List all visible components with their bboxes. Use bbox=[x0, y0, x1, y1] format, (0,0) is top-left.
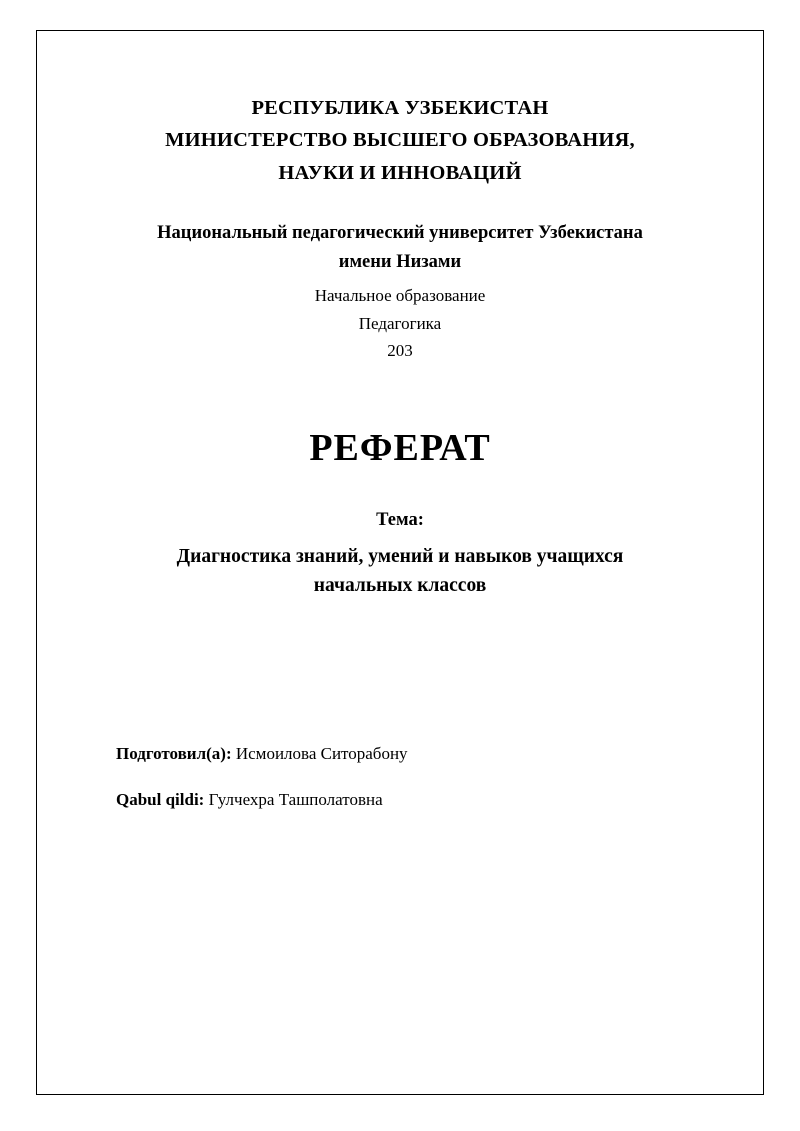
organization-line-2: МИНИСТЕРСТВО ВЫСШЕГО ОБРАЗОВАНИЯ, bbox=[165, 129, 635, 152]
credit-row-reviewer bbox=[116, 788, 676, 812]
organization-line-1: РЕСПУБЛИКА УЗБЕКИСТАН bbox=[251, 97, 549, 119]
credits-block bbox=[116, 742, 676, 834]
academic-details bbox=[80, 282, 720, 364]
department-name: Педагогика bbox=[358, 313, 442, 333]
topic-line-1: Диагностика знаний, умений и навыков учащихся bbox=[176, 546, 624, 568]
credit-row-author bbox=[116, 742, 676, 766]
topic-title bbox=[80, 542, 720, 601]
author-label: Подготовил(а): bbox=[116, 744, 232, 763]
reviewer-name: Гулчехра Ташполатовна bbox=[208, 789, 383, 809]
title-page-content bbox=[80, 30, 720, 1095]
topic-label: Тема: bbox=[376, 510, 424, 531]
reviewer-label: Qabul qildi: bbox=[116, 789, 205, 809]
organization-line-3: НАУКИ И ИННОВАЦИЙ bbox=[278, 161, 522, 184]
author-name: Исмоилова Ситорабону bbox=[235, 744, 408, 763]
university-line-2: имени Низами bbox=[338, 251, 462, 272]
university-name bbox=[80, 219, 720, 276]
university-line-1: Национальный педагогический университет Узбекистана bbox=[157, 223, 643, 244]
document-type-title: РЕФЕРАТ bbox=[309, 427, 491, 470]
topic-line-2: начальных классов bbox=[313, 575, 487, 597]
organization-heading bbox=[80, 92, 720, 189]
faculty-name: Начальное образование bbox=[314, 286, 486, 306]
group-number: 203 bbox=[387, 340, 413, 360]
